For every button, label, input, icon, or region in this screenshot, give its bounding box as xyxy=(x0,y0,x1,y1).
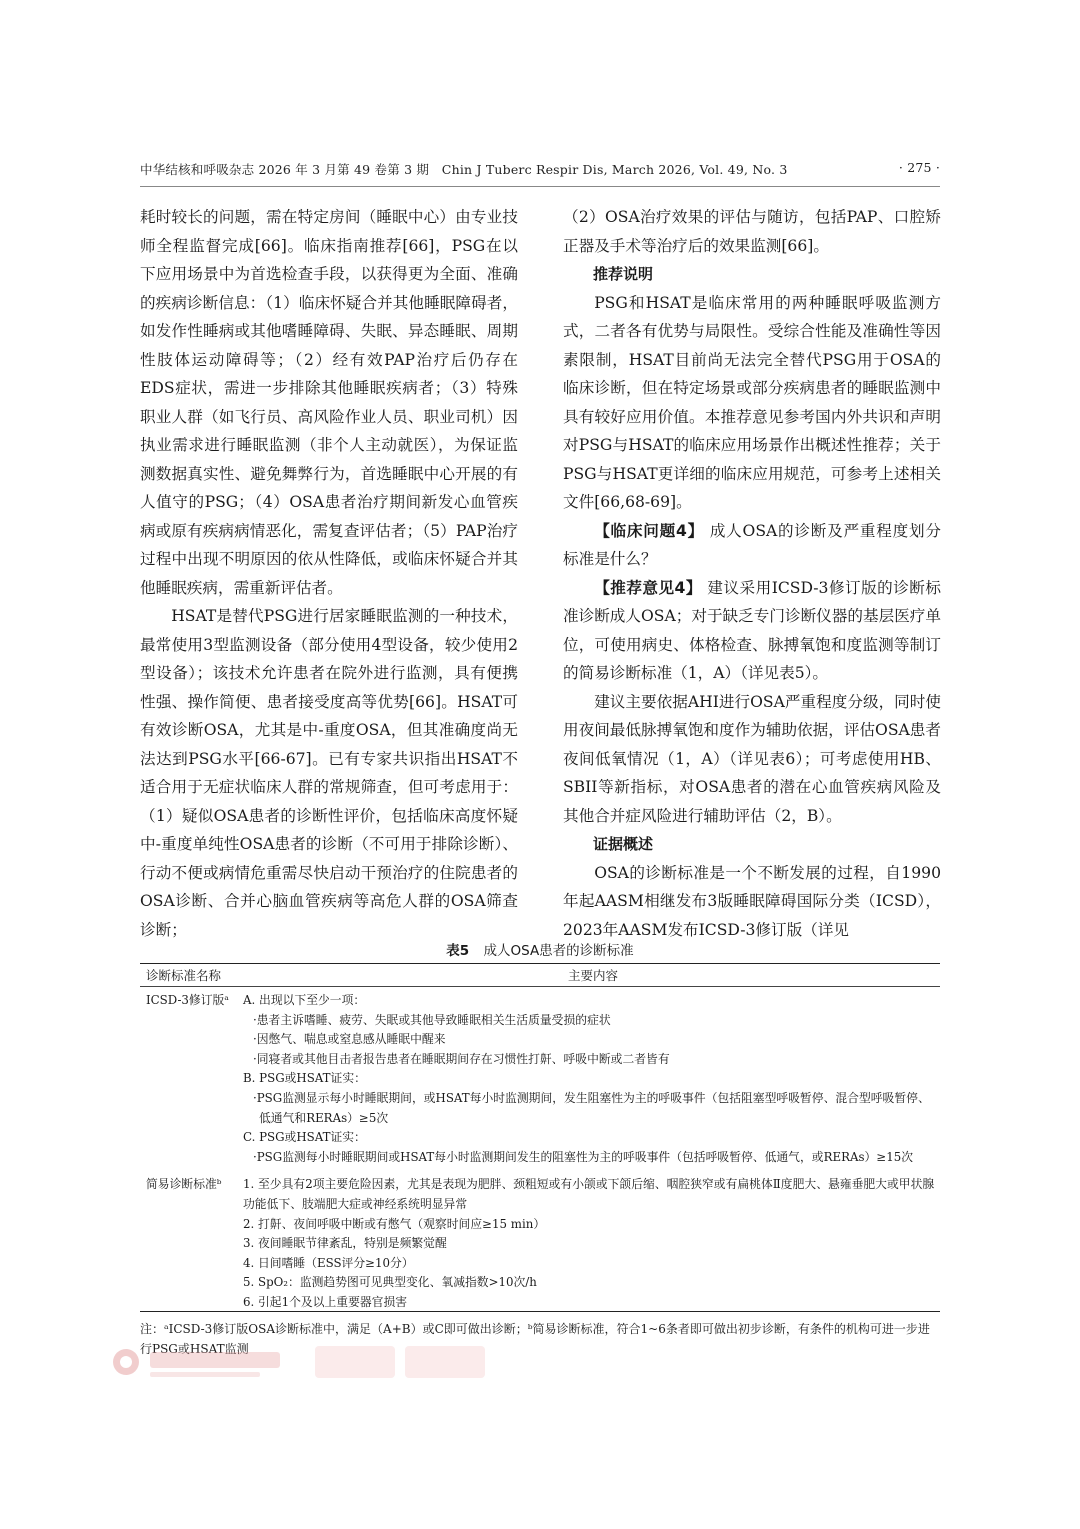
row-name: 简易诊断标准ᵇ xyxy=(146,1177,222,1192)
row-name: ICSD-3修订版ᵃ xyxy=(146,993,229,1007)
column-header: 诊断标准名称 xyxy=(146,968,222,983)
criterion-line: ·因憋气、喘息或窒息感从睡眠中醒来 xyxy=(253,1032,446,1047)
table-caption xyxy=(140,939,940,959)
right-column xyxy=(563,203,941,944)
clinical-question xyxy=(563,517,941,574)
criterion-line: A. 出现以下至少一项： xyxy=(243,993,366,1007)
table-row xyxy=(140,991,940,1167)
recommendation xyxy=(563,574,941,688)
paragraph: PSG和HSAT是临床常用的两种睡眠呼吸监测方式，二者各有优势与局限性。受综合性能及准确性等因素限制，HSAT目前尚无法完全替代PSG用于OSA的临床诊断，但在特定场景或部分疾病患者的睡眠监测中具有较好应用价值。本推荐意见参考国内外共识和声明对PSG与HSAT的临床应用场景作出概述性推荐；关于PSG与HSAT更详细的临床应用规范，可参考上述相关文件[66,68-69]。 xyxy=(563,293,941,511)
paragraph: HSAT是替代PSG进行居家睡眠监测的一种技术，最常使用3型监测设备（部分使用4型设备，较少使用2型设备）；该技术允许患者在院外进行监测，具有便携性强、操作简便、患者接受度高等优势[66]。HSAT可有效诊断OSA，尤其是中-重度OSA，但其准确度尚无法达到PSG水平[66-67]。已有专家共识指出HSAT不适合用于无症状临床人群的常规筛查，但可考虑用于：（1）疑似OSA患者的诊断性评价，包括临床高度怀疑中-重度单纯性OSA患者的诊断（不可用于排除诊断）、行动不便或病情危重需尽快启动干预治疗的住院患者的OSA诊断、合并心脑血管疾病等高危人群的OSA筛查诊断； xyxy=(140,607,518,939)
criterion-line: 1. 至少具有2项主要危险因素，尤其是表现为肥胖、颈粗短或有小颌或下颌后缩、咽腔狭窄或有扁桃体Ⅱ度肥大、悬雍垂肥大或甲状腺功能低下、肢端肥大症或神经系统明显异常 xyxy=(243,1177,935,1211)
left-column xyxy=(140,203,518,944)
paragraph: 耗时较长的问题，需在特定房间（睡眠中心）由专业技师全程监督完成[66]。临床指南推荐[66]，PSG在以下应用场景中为首选检查手段，以获得更为全面、准确的疾病诊断信息：（1）临床怀疑合并其他睡眠障碍者，如发作性睡病或其他嗜睡障碍、失眠、异态睡眠、周期性肢体运动障碍等；（2）经有效PAP治疗后仍存在EDS症状，需进一步排除其他睡眠疾病者；（3）特殊职业人群（如飞行员、高风险作业人员、职业司机）因执业需求进行睡眠监测（非个人主动就医），为保证监测数据真实性、避免舞弊行为，首选睡眠中心开展的有人值守的PSG；（4）OSA患者治疗期间新发心血管疾病或原有疾病病情恶化，需复查评估者；（5）PAP治疗过程中出现不明原因的依从性降低，或临床怀疑合并其他睡眠疾病，需重新评估者。 xyxy=(140,208,518,597)
criterion-line: 3. 夜间睡眠节律紊乱，特别是频繁觉醒 xyxy=(243,1236,447,1251)
paragraph: （2）OSA治疗效果的评估与随访，包括PAP、口腔矫正器及手术等治疗后的效果监测[66]。 xyxy=(563,208,941,255)
table-row xyxy=(140,1175,940,1312)
criterion-line: ·患者主诉嗜睡、疲劳、失眠或其他导致睡眠相关生活质量受损的症状 xyxy=(253,1012,611,1027)
section-heading: 推荐说明 xyxy=(593,265,654,283)
criterion-line: ·PSG监测每小时睡眠期间或HSAT每小时监测期间发生的阻塞性为主的呼吸事件（包括呼吸暂停、低通气，或RERAs）≥15次 xyxy=(253,1149,914,1164)
table-top-rule xyxy=(140,963,940,964)
paragraph: 建议主要依据AHI进行OSA严重程度分级，同时使用夜间最低脉搏氧饱和度作为辅助依据，评估OSA患者夜间低氧情况（1，A）（详见表6）；可考虑使用HB、SBII等新指标，对OSA患者的潜在心血管疾病风险及其他合并症风险进行辅助评估（2，B）。 xyxy=(563,692,941,825)
bracket-label: 【推荐意见4】 xyxy=(594,578,702,597)
table-note: 注：ᵃICSD-3修订版OSA诊断标准中，满足（A+B）或C即可做出诊断；ᵇ简易诊断标准，符合1~6条者即可做出初步诊断，有条件的机构可进一步进行PSG或HSAT监测 xyxy=(140,1322,930,1356)
paragraph: OSA的诊断标准是一个不断发展的过程，自1990年起AASM相继发布3版睡眠障碍国际分类（ICSD），2023年AASM发布ICSD-3修订版（详见 xyxy=(563,863,941,939)
table-header-rule xyxy=(140,986,940,987)
column-header: 主要内容 xyxy=(568,968,619,983)
criterion-line: B. PSG或HSAT证实： xyxy=(243,1071,366,1086)
criterion-line: C. PSG或HSAT证实： xyxy=(243,1130,366,1145)
criterion-line: ·PSG监测显示每小时睡眠期间，或HSAT每小时监测期间，发生阻塞性为主的呼吸事件（包括阻塞型呼吸暂停、混合型呼吸暂停、低通气和RERAs）≥5次 xyxy=(253,1090,930,1125)
running-header xyxy=(140,160,940,182)
recommendation-text: 建议采用ICSD-3修订版的诊断标准诊断成人OSA；对于缺乏专门诊断仪器的基层医疗单位，可使用病史、体格检查、脉搏氧饱和度监测等制订的简易诊断标准（1，A）（详见表5）。 xyxy=(563,578,941,682)
table-bottom-rule xyxy=(140,1311,940,1312)
publisher-logo xyxy=(110,1340,490,1386)
page-number: · 275 · xyxy=(898,160,940,175)
question-text: 成人OSA的诊断及严重程度划分标准是什么？ xyxy=(563,521,942,568)
section-heading: 证据概述 xyxy=(593,835,654,853)
bracket-label: 【临床问题4】 xyxy=(594,521,705,540)
table-header xyxy=(140,966,940,986)
table-body xyxy=(140,991,940,1313)
table-number: 表5 xyxy=(446,943,470,959)
criterion-line: 5. SpO₂：监测趋势图可见典型变化、氧减指数>10次/h xyxy=(243,1275,537,1290)
criterion-line: 4. 日间嗜睡（ESS评分≥10分） xyxy=(243,1255,414,1270)
header-rule xyxy=(140,186,940,187)
table-title: 成人OSA患者的诊断标准 xyxy=(483,943,634,959)
criterion-line: ·同寝者或其他目击者报告患者在睡眠期间存在习惯性打鼾、呼吸中断或二者皆有 xyxy=(253,1051,670,1066)
journal-citation: 中华结核和呼吸杂志 2026 年 3 月第 49 卷第 3 期 Chin J Tuberc Respir Dis, March 2026, Vol. 49, No. 3 xyxy=(140,162,788,177)
criterion-line: 6. 引起1个及以上重要器官损害 xyxy=(243,1294,408,1309)
criterion-line: 2. 打鼾、夜间呼吸中断或有憋气（观察时间应≥15 min） xyxy=(243,1216,546,1231)
